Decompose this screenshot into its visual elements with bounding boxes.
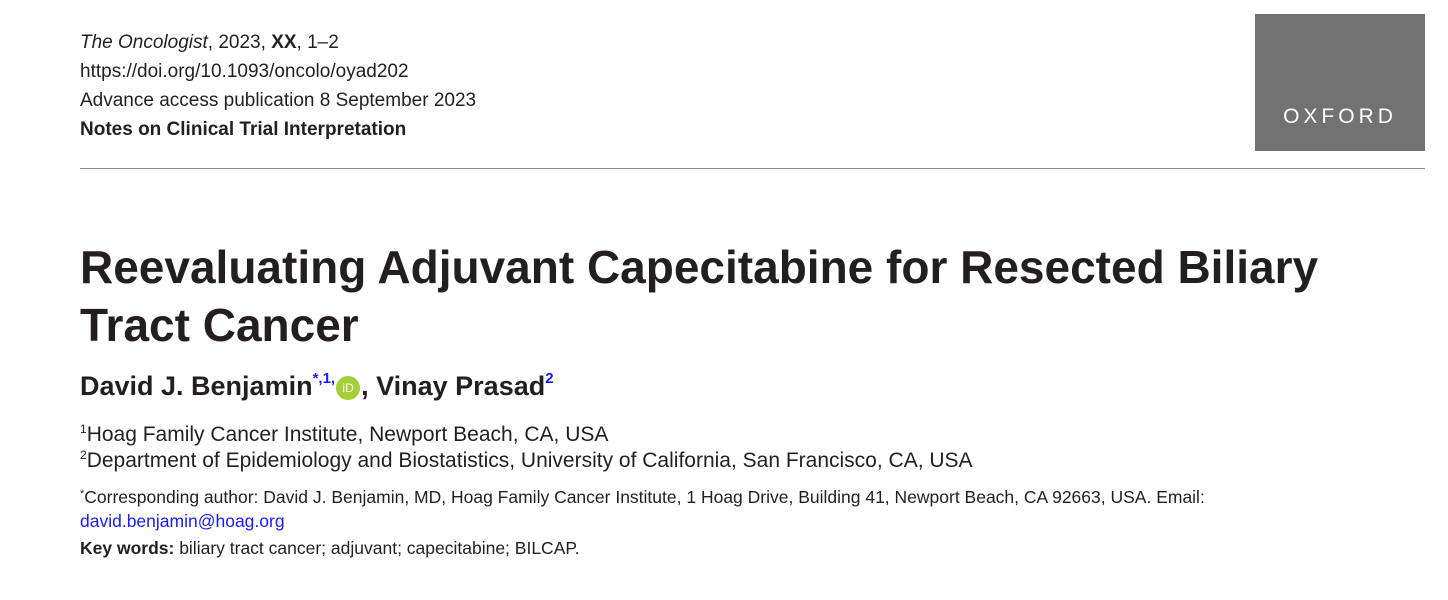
- orcid-icon[interactable]: iD: [336, 376, 360, 400]
- doi-link[interactable]: https://doi.org/10.1093/oncolo/oyad202: [80, 61, 409, 82]
- header-divider: [80, 168, 1425, 169]
- keywords: [80, 538, 580, 559]
- author-list: [80, 370, 554, 402]
- author-affiliation-ref[interactable]: 2: [545, 370, 554, 387]
- article-title: Reevaluating Adjuvant Capecitabine for Resected Biliary Tract Cancer: [80, 241, 1319, 351]
- citation-line: [80, 28, 476, 57]
- corresponding-marker: *: [80, 488, 85, 500]
- citation-year: , 2023,: [207, 32, 272, 53]
- affiliation-number: 2: [80, 448, 87, 462]
- affiliation-text: Hoag Family Cancer Institute, Newport Beach, CA, USA: [86, 423, 609, 446]
- citation-pages: , 1–2: [296, 32, 339, 53]
- affiliation: [80, 448, 973, 473]
- citation-volume: XX: [271, 32, 297, 53]
- author-affiliation-ref[interactable]: *,1,: [312, 370, 336, 387]
- email-link[interactable]: david.benjamin@hoag.org: [80, 511, 285, 531]
- article-section: Notes on Clinical Trial Interpretation: [80, 119, 407, 140]
- oxford-logo[interactable]: [1255, 14, 1425, 151]
- affiliation: [80, 422, 608, 447]
- author-name[interactable]: Vinay Prasad: [376, 371, 546, 401]
- affiliation-text: Department of Epidemiology and Biostatistics, University of California, San Francisco, CA, USA: [86, 449, 973, 472]
- affiliation-number: 1: [80, 422, 87, 436]
- corresponding-author-note: [80, 482, 1380, 533]
- corresponding-text: Corresponding author: David J. Benjamin, MD, Hoag Family Cancer Institute, 1 Hoag Drive, Building 41, Newport Beach, CA 92663, USA. Email:: [84, 487, 1205, 507]
- keywords-text: biliary tract cancer; adjuvant; capecitabine; BILCAP.: [174, 538, 580, 558]
- oxford-logo-text: OXFORD: [1283, 105, 1397, 128]
- article-header-meta: [80, 28, 476, 144]
- author-separator: ,: [361, 371, 377, 401]
- keywords-label: Key words:: [80, 538, 175, 558]
- author-name[interactable]: David J. Benjamin: [80, 371, 313, 401]
- journal-name: The Oncologist: [80, 32, 208, 53]
- publication-date: Advance access publication 8 September 2023: [80, 90, 477, 111]
